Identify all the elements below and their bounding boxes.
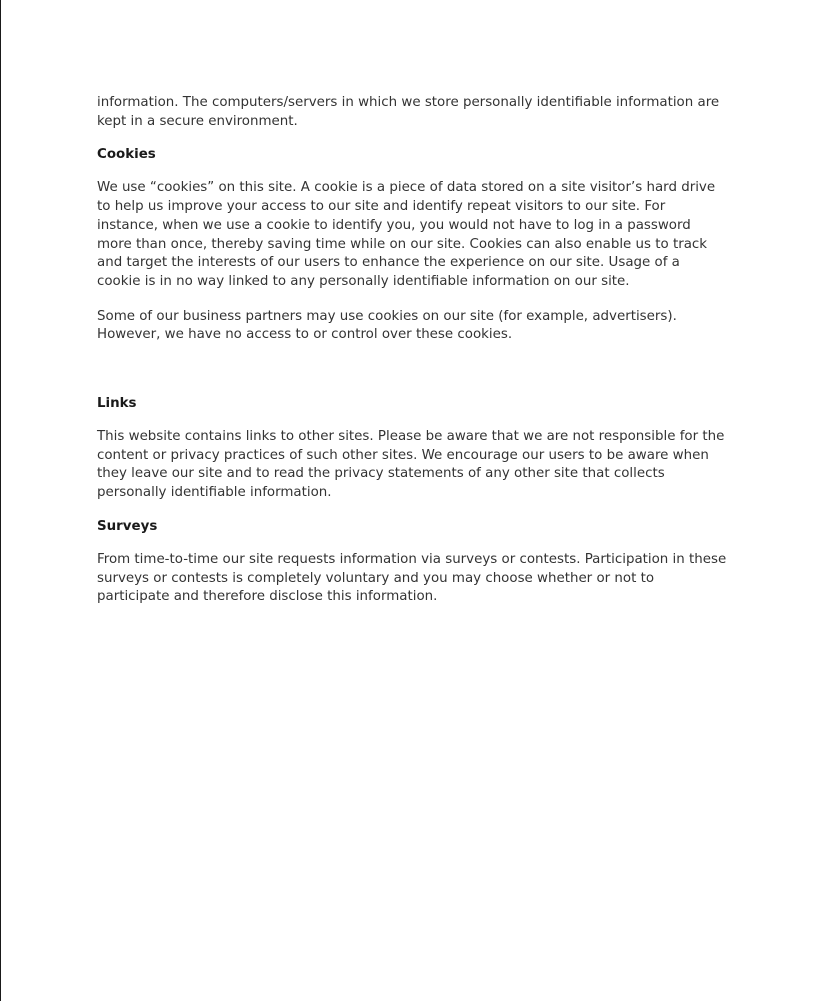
intro-paragraph: information. The computers/servers in which we store personally identifiable information are kept in a secure environment. bbox=[97, 95, 720, 129]
cookies-paragraph-2: Some of our business partners may use cookies on our site (for example, advertisers). However, we have no access to or control over these cookies. bbox=[97, 308, 677, 343]
links-heading: Links bbox=[97, 396, 137, 412]
cookies-heading: Cookies bbox=[97, 147, 156, 163]
page-left-border bbox=[0, 0, 1, 1001]
surveys-paragraph: From time-to-time our site requests information via surveys or contests. Participation in these surveys or contests is completely voluntary and you may choose whether or not to participate and therefore disclose this information. bbox=[97, 551, 727, 605]
cookies-paragraph-1: We use “cookies” on this site. A cookie is a piece of data stored on a site visitor’s hard drive to help us improve your access to our site and identify repeat visitors to our site. For instance, when we use a cookie to identify you, you would not have to log in a password more than once, thereby saving time while on our site. Cookies can also enable us to track and target the interests of our users to enhance the experience on our site. Usage of a cookie is in no way linked to any personally identifiable information on our site. bbox=[97, 180, 716, 289]
privacy-policy-content bbox=[97, 94, 727, 607]
surveys-heading: Surveys bbox=[97, 518, 158, 534]
links-paragraph: This website contains links to other sites. Please be aware that we are not responsible for the content or privacy practices of such other sites. We encourage our users to be aware when they leave our site and to read the privacy statements of any other site that collects personally identifiable information. bbox=[97, 429, 725, 501]
